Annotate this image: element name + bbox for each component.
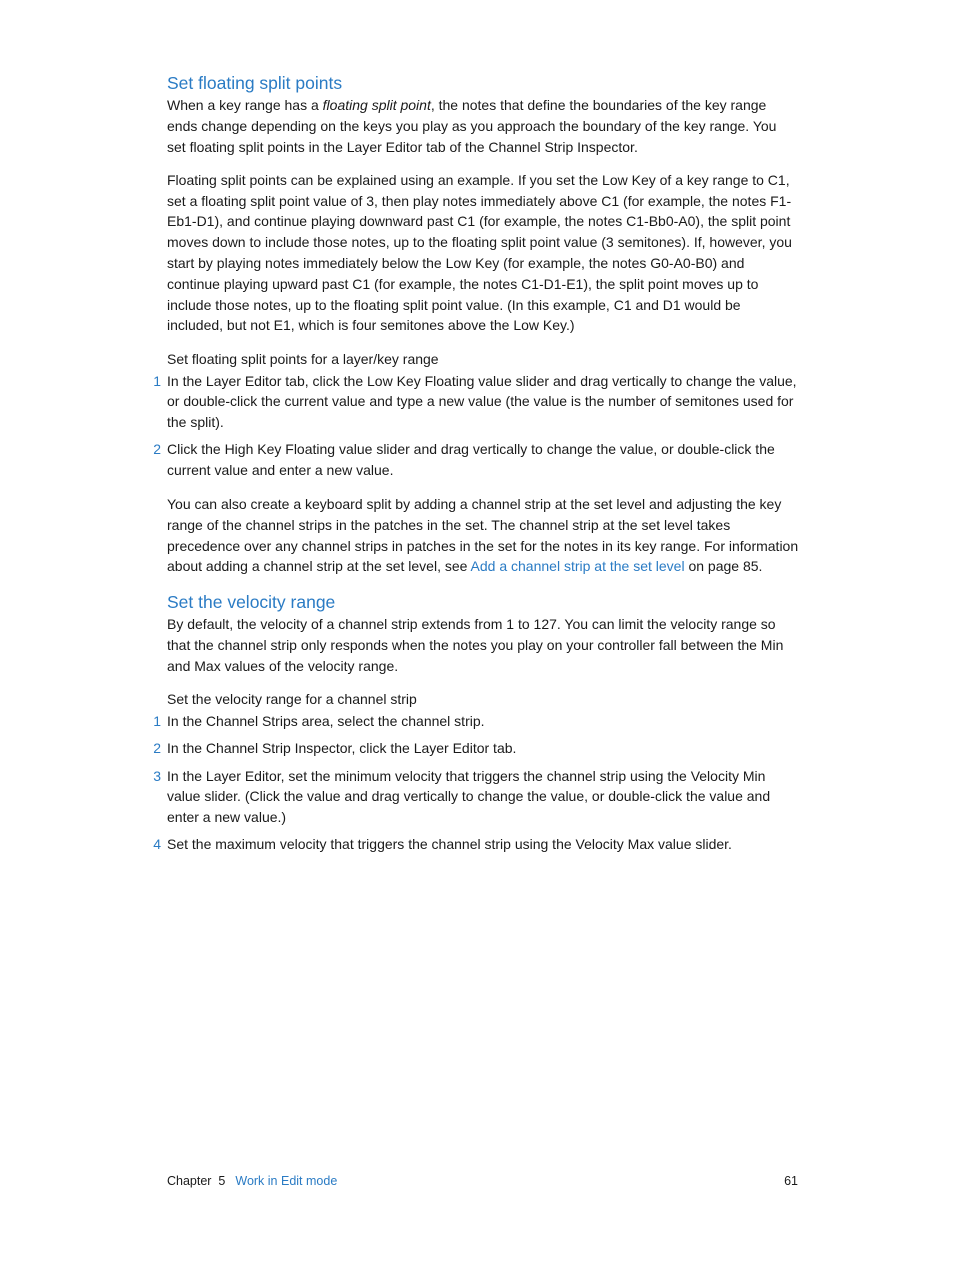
paragraph-intro <box>167 95 799 157</box>
steps-velocity <box>153 711 799 855</box>
step-item <box>153 711 799 732</box>
step-number: 1 <box>153 712 161 729</box>
heading-floating-split-points: Set floating split points <box>167 73 343 93</box>
note-text-after: on page 85. <box>684 558 763 575</box>
footer-page-number: 61 <box>784 1174 798 1188</box>
task-title-floating: Set floating split points for a layer/key range <box>167 350 439 367</box>
page-footer <box>167 1173 798 1189</box>
intro-text-before: When a key range has a <box>167 97 323 113</box>
step-item <box>153 834 799 855</box>
step-text: Click the High Key Floating value slider and drag vertically to change the value, or double-click the current value and enter a new value. <box>167 441 775 479</box>
step-number: 1 <box>153 372 161 389</box>
step-number: 2 <box>153 441 161 458</box>
step-item <box>153 439 799 481</box>
paragraph-note <box>167 494 799 577</box>
step-item <box>153 766 799 828</box>
step-text: Set the maximum velocity that triggers the channel strip using the Velocity Max value slider. <box>167 836 732 853</box>
intro-text-after: , the notes that define the boundaries of the key range ends change depending on the keys you play as you approach the boundary of the key range. You set floating split points in the Layer Editor tab of the Channel Strip Inspector. <box>167 97 777 155</box>
step-text: In the Layer Editor tab, click the Low Key Floating value slider and drag vertically to change the value, or double-click the current value and type a new value (the value is the number of semitones used for the split). <box>167 372 797 431</box>
section-velocity-range <box>153 591 799 855</box>
paragraph-velocity-intro: By default, the velocity of a channel strip extends from 1 to 127. You can limit the velocity range so that the channel strip only responds when the notes you play on your controller fall between the Min and Max values of the velocity range. <box>167 616 784 674</box>
link-add-channel-strip[interactable]: Add a channel strip at the set level <box>470 558 685 575</box>
step-text: In the Channel Strips area, select the channel strip. <box>167 712 485 729</box>
page-content <box>153 72 799 862</box>
intro-term: floating split point <box>322 97 431 113</box>
step-number: 4 <box>153 836 161 853</box>
note-text-before: You can also create a keyboard split by adding a channel strip at the set level and adjusting the key range of the channel strips in the patches in the set. The channel strip at the set level takes precedence over any channel strips in patches in the set for the notes in its key range. For information about adding a channel strip at the set level, see <box>167 496 799 575</box>
step-item <box>153 371 799 433</box>
step-number: 3 <box>153 767 161 784</box>
task-title-velocity: Set the velocity range for a channel strip <box>167 691 417 708</box>
step-item <box>153 738 799 759</box>
footer-chapter-link[interactable]: Work in Edit mode <box>235 1174 338 1188</box>
step-text: In the Layer Editor, set the minimum velocity that triggers the channel strip using the Velocity Min value slider. (Click the value and drag vertically to change the value, or double-click the value and enter a new value.) <box>167 767 771 826</box>
paragraph-example: Floating split points can be explained using an example. If you set the Low Key of a key range to C1, set a floating split point value of 3, then play notes immediately above C1 (for example, the notes F1-Eb1-D1), and continue playing downward past C1 (for example, the notes C1-Bb0-A0), the split point moves down to include those notes, up to the floating split point value (3 semitones). If, however, you start by playing notes immediately below the Low Key (for example, the notes G0-A0-B0) and continue playing upward past C1 (for example, the notes C1-D1-E1), the split point moves up to include those notes, up to the floating split point value. (In this example, C1 and D1 would be included, but not E1, which is four semitones above the Low Key.) <box>167 171 792 334</box>
steps-floating <box>153 371 799 481</box>
step-number: 2 <box>153 740 161 757</box>
section-floating-split-points <box>153 72 799 577</box>
footer-chapter-label: Chapter 5 <box>167 1174 226 1188</box>
step-text: In the Channel Strip Inspector, click the Layer Editor tab. <box>167 740 517 757</box>
heading-velocity-range: Set the velocity range <box>167 592 336 613</box>
